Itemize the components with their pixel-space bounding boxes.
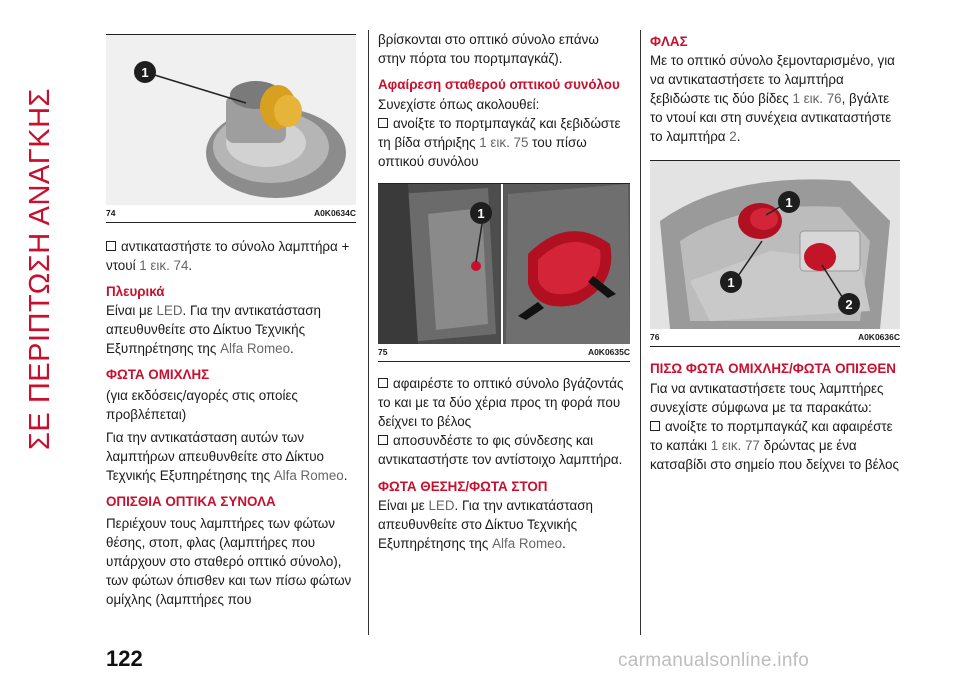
heading-indicators: ΦΛΑΣ: [650, 34, 688, 49]
light-unit-photo: [650, 161, 900, 329]
step-disconnect-plug: αποσυνδέστε το φις σύνδεσης και αντικαταστήστε τον αντίστοιχο λαμπτήρα.: [378, 433, 623, 467]
column-1: [106, 0, 356, 609]
figure-74: [106, 34, 356, 223]
paragraph-position-stop-lights: Είναι με LED. Για την αντικατάσταση απευθυνθείτε στο Δίκτυο Τεχνικής Εξυπηρέτησης της Alfa Romeo.: [378, 498, 593, 551]
checkbox-icon: [106, 241, 116, 251]
bulb-holder-photo: [106, 35, 356, 205]
paragraph-rear-fog-reverse: Για να αντικαταστήσετε τους λαμπτήρες συνεχίστε σύμφωνα με τα παρακάτω:: [650, 381, 884, 415]
figure-caption: [650, 329, 900, 346]
paragraph-continuation: βρίσκονται στο οπτικό σύνολο επάνω στην πόρτα του πορτμπαγκάζ).: [378, 32, 599, 66]
callout-badge-2: 2: [838, 293, 860, 315]
heading-remove-fixed-unit: Αφαίρεση σταθερού οπτικού συνόλου: [378, 77, 620, 92]
figure-number: 74: [106, 208, 116, 218]
figure-code: A0K0635C: [587, 347, 630, 357]
step-open-boot: ανοίξτε το πορτμπαγκάζ και ξεβιδώστε τη βίδα στήριξης 1 εικ. 75 του πίσω οπτικού συνόλου: [378, 116, 621, 169]
watermark: carmanualsonline.info: [618, 650, 810, 671]
paragraph-fog-note: (για εκδόσεις/αγορές στις οποίες προβλέπεται): [106, 388, 298, 422]
callout-badge-1: 1: [778, 191, 800, 213]
paragraph-indicators: Με το οπτικό σύνολο ξεμονταρισμένο, για να αντικαταστήσετε το λαμπτήρα ξεβιδώστε τις δύο βίδες 1 εικ. 76, βγάλτε το ντουί και στη συνέχεια αντικαταστήστε το λαμπτήρα 2.: [650, 53, 895, 144]
paragraph-rear-lights: Περιέχουν τους λαμπτήρες των φώτων θέσης, στοπ, φλας (λαμπτήρες που υπάρχουν στο σταθερό οπτικό σύνολο), των φώτων όπισθεν και των πίσω φώτων ομίχλης (λαμπτήρες που: [106, 516, 352, 607]
heading-rear-fog-reverse: ΠΙΣΩ ΦΩΤΑ ΟΜΙΧΛΗΣ/ΦΩΤΑ ΟΠΙΣΘΕΝ: [650, 361, 896, 376]
heading-position-stop-lights: ΦΩΤΑ ΘΕΣΗΣ/ΦΩΤΑ ΣΤΟΠ: [378, 479, 548, 494]
step-open-boot-cover: ανοίξτε το πορτμπαγκάζ και αφαιρέστε το καπάκι 1 εικ. 77 δρώντας με ένα κατσαβίδι στο σημείο που δείχνει το βέλος: [650, 419, 899, 472]
callout-badge-1: 1: [134, 61, 156, 83]
step-replace-bulb: αντικαταστήστε το σύνολο λαμπτήρα + ντουί 1 εικ. 74.: [106, 239, 350, 273]
light-unit-illustration: [650, 161, 900, 329]
heading-side-lights: Πλευρικά: [106, 284, 165, 299]
section-title-text: ΣΕ ΠΕΡΙΠΤΩΣΗ ΑΝΑΓΚΗΣ: [24, 88, 56, 450]
figure-code: A0K0636C: [857, 332, 900, 342]
section-title-vertical: [24, 30, 64, 450]
figure-number: 75: [378, 347, 388, 357]
column-3: [650, 0, 900, 474]
step-remove-unit: αφαιρέστε το οπτικό σύνολο βγάζοντάς το και με τα δύο χέρια προς τη φορά που δείχνει το βέλος: [378, 376, 624, 429]
column-divider: [640, 30, 641, 635]
checkbox-icon: [378, 378, 388, 388]
figure-caption: [106, 205, 356, 222]
heading-fog-lights: ΦΩΤΑ ΟΜΙΧΛΗΣ: [106, 367, 210, 382]
callout-badge-1: 1: [470, 202, 492, 224]
checkbox-icon: [378, 435, 388, 445]
figure-76: [650, 160, 900, 347]
rear-light-illustration: [378, 184, 630, 344]
checkbox-icon: [650, 421, 660, 431]
callout-badge-1: 1: [720, 271, 742, 293]
figure-number: 76: [650, 332, 660, 342]
page-number: 122: [106, 646, 143, 671]
paragraph-proceed: Συνεχίστε όπως ακολουθεί:: [378, 97, 540, 112]
rear-light-photo: [378, 184, 630, 344]
paragraph-fog-lights: Για την αντικατάσταση αυτών των λαμπτήρων απευθυνθείτε στο Δίκτυο Τεχνικής Εξυπηρέτησης της Alfa Romeo.: [106, 430, 348, 483]
figure-caption: [378, 344, 630, 361]
heading-rear-lights: ΟΠΙΣΘΙΑ ΟΠΤΙΚΑ ΣΥΝΟΛΑ: [106, 494, 276, 509]
column-divider: [368, 30, 369, 635]
paragraph-side-lights: Είναι με LED. Για την αντικατάσταση απευθυνθείτε στο Δίκτυο Τεχνικής Εξυπηρέτησης της Alfa Romeo.: [106, 303, 321, 356]
column-2: [378, 0, 630, 553]
figure-code: A0K0634C: [313, 208, 356, 218]
checkbox-icon: [378, 118, 388, 128]
figure-75: [378, 183, 630, 362]
